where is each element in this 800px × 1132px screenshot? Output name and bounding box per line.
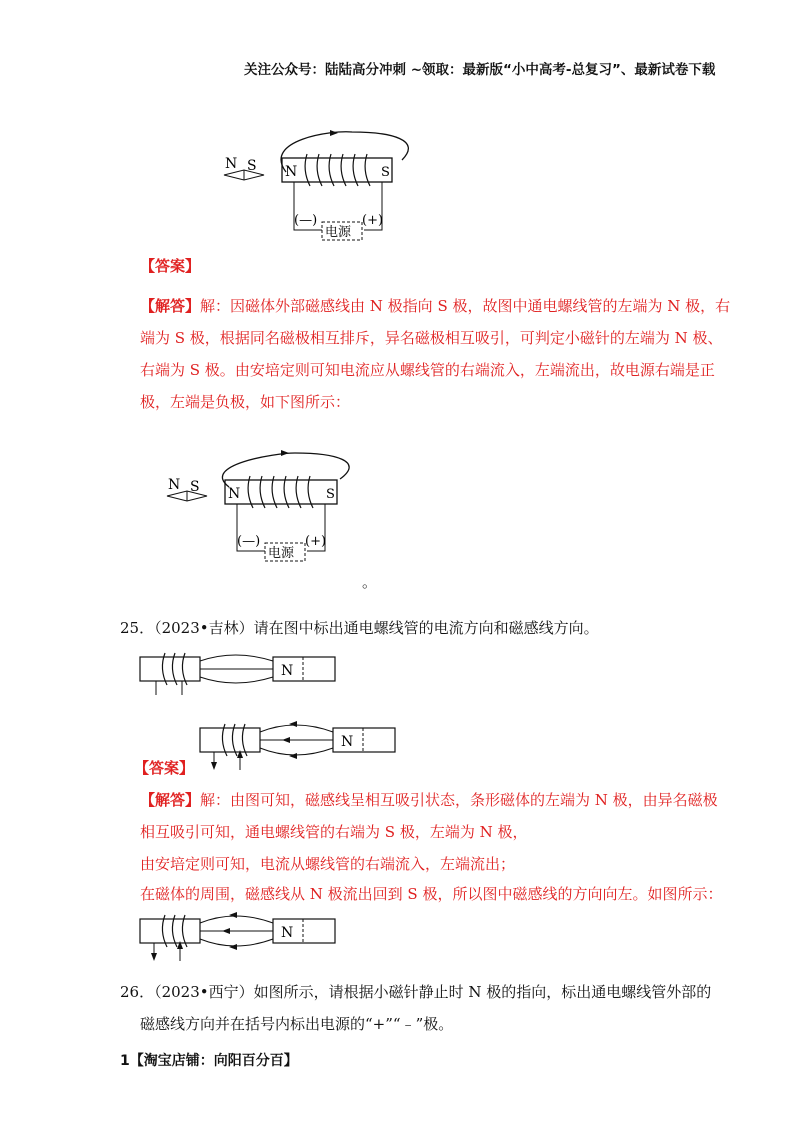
- source-label: 电源: [325, 225, 352, 240]
- answer-tag: 【答案】: [140, 257, 201, 275]
- analysis-tag: 【解答】: [140, 297, 201, 315]
- magnet-n-label: N: [281, 663, 294, 679]
- minus-bracket: (—): [294, 213, 318, 228]
- plus-bracket: (+): [305, 534, 327, 549]
- answer-tag: 【答案】: [134, 759, 195, 777]
- solenoid-core: [282, 158, 392, 182]
- page-header: 关注公众号：陆陆高分冲刺 ~领取：最新版“小中高考-总复习”、最新试卷下载: [244, 62, 716, 78]
- analysis-tag: 【解答】: [140, 791, 201, 809]
- solenoid-figure-answer: [165, 445, 365, 570]
- plus-bracket: (+): [362, 213, 384, 228]
- needle-n-label: N: [168, 477, 181, 493]
- analysis-block-1: [140, 290, 730, 418]
- core-n-label: N: [228, 486, 241, 502]
- question-26-line1: 26．（2023•西宁）如图所示，请根据小磁针静止时 N 极的指向，标出通电螺线管外部的: [120, 983, 712, 1001]
- solenoid-figure-question: [222, 120, 422, 245]
- core-s-label: S: [326, 487, 335, 502]
- analysis-line: 相互吸引可知，通电螺线管的右端为 S 极，左端为 N 极，: [140, 823, 528, 841]
- bar-magnet-solenoid-figure: [135, 645, 345, 700]
- needle-s-label: S: [247, 158, 257, 174]
- trailing-period: 。: [362, 573, 378, 591]
- page-footer: 1【淘宝店铺：向阳百分百】: [120, 1053, 298, 1069]
- analysis-line: 端为 S 极，根据同名磁极相互排斥，异名磁极相互吸引，可判定小磁针的左端为 N 极、: [140, 329, 723, 347]
- question-25: 25．（2023•吉林）请在图中标出通电螺线管的电流方向和磁感线方向。: [120, 619, 599, 637]
- analysis-line: 在磁体的周围，磁感线从 N 极流出回到 S 极，所以图中磁感线的方向向左。如图所示：: [140, 885, 723, 903]
- bar-magnet-solenoid-final-figure: [135, 905, 340, 965]
- core-s-label: S: [381, 165, 390, 180]
- field-arrow: [330, 130, 338, 136]
- svg-text:N: N: [341, 734, 354, 750]
- analysis-line: 右端为 S 极。由安培定则可知电流应从螺线管的右端流入，左端流出，故电源右端是正: [140, 361, 715, 379]
- analysis-block-2: [140, 784, 718, 848]
- analysis-line: 由安培定则可知，电流从螺线管的右端流入，左端流出；: [140, 855, 516, 873]
- analysis-line: 解：因磁体外部磁感线由 N 极指向 S 极，故图中通电螺线管的左端为 N 极，右: [200, 297, 731, 315]
- needle-n-label: N: [225, 156, 238, 172]
- analysis-line: 解：由图可知，磁感线呈相互吸引状态，条形磁体的左端为 N 极，由异名磁极: [200, 791, 718, 809]
- analysis-line: 极，左端是负极，如下图所示：: [140, 393, 351, 411]
- svg-text:N: N: [281, 925, 294, 941]
- needle-s-label: S: [190, 479, 200, 495]
- minus-bracket: (—): [237, 534, 261, 549]
- source-label: 电源: [268, 546, 295, 561]
- bar-magnet-solenoid-answer-figure: [195, 714, 400, 774]
- question-26: [120, 976, 711, 1040]
- core-n-label: N: [285, 164, 298, 180]
- question-26-line2: 磁感线方向并在括号内标出电源的“+”“﹣”极。: [140, 1015, 454, 1033]
- solenoid-coil: [305, 154, 370, 186]
